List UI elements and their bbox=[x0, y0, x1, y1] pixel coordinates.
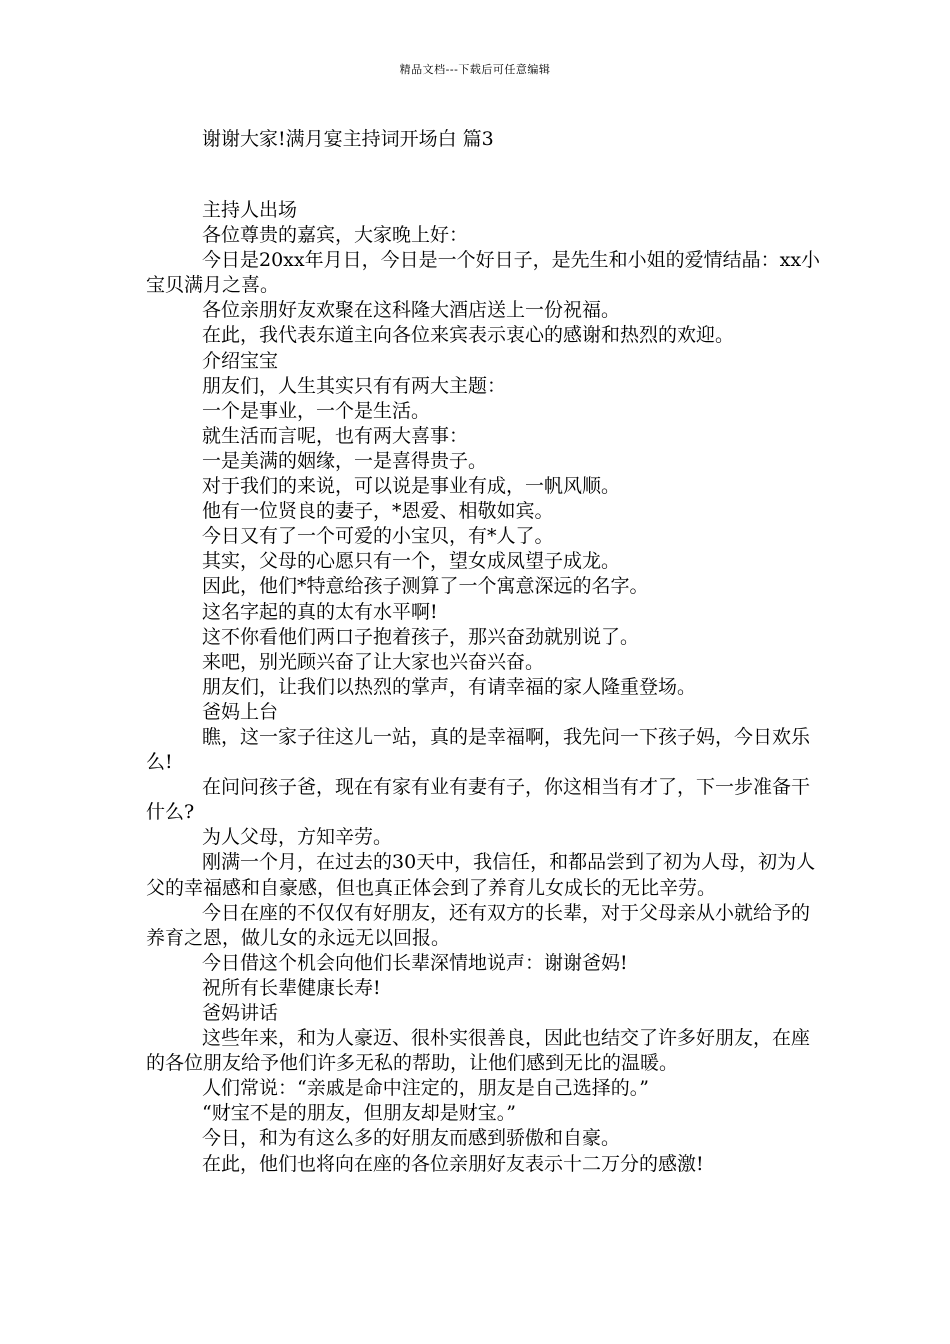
paragraph: 今日借这个机会向他们长辈深情地说声：谢谢爸妈! bbox=[202, 951, 628, 974]
paragraph: 他有一位贤良的妻子，*恩爱、相敬如宾。 bbox=[202, 500, 554, 523]
paragraph: 今日又有了一个可爱的小宝贝，有*人了。 bbox=[202, 525, 554, 548]
paragraph: 一是美满的姻缘，一是喜得贵子。 bbox=[202, 449, 488, 472]
paragraph: 在问问孩子爸，现在有家有业有妻有子，你这相当有才了，下一步准备干什么? bbox=[146, 776, 811, 824]
paragraph: 在此，我代表东道主向各位来宾表示衷心的感谢和热烈的欢迎。 bbox=[202, 324, 735, 347]
paragraph: “财宝不是的朋友，但朋友却是财宝。” bbox=[202, 1102, 516, 1125]
paragraph: 这些年来，和为人豪迈、很朴实很善良，因此也结交了许多好朋友，在座的各位朋友给予他们许多无私的帮助，让他们感到无比的温暖。 bbox=[146, 1027, 811, 1075]
paragraph: 对于我们的来说，可以说是事业有成，一帆风顺。 bbox=[202, 475, 621, 498]
paragraph: 刚满一个月，在过去的30天中，我信任，和都品尝到了初为人母，初为人父的幸福感和自豪感，但也真正体会到了养育儿女成长的无比辛劳。 bbox=[146, 851, 816, 899]
paragraph: 这名字起的真的太有水平啊! bbox=[202, 600, 438, 623]
paragraph: 朋友们，让我们以热烈的掌声，有请幸福的家人隆重登场。 bbox=[202, 675, 697, 698]
paragraph: 今日是20xx年月日，今日是一个好日子，是先生和小姐的爱情结晶：xx小宝贝满月之喜。 bbox=[146, 249, 821, 297]
paragraph: 一个是事业，一个是生活。 bbox=[202, 399, 431, 422]
paragraph: 瞧，这一家子往这儿一站，真的是幸福啊，我先问一下孩子妈，今日欢乐么! bbox=[146, 725, 811, 774]
page-header: 精品文档---下载后可任意编辑 bbox=[399, 63, 551, 76]
paragraph: 其实，父母的心愿只有一个，望女成凤望子成龙。 bbox=[202, 550, 621, 573]
document-body bbox=[146, 198, 826, 1177]
paragraph: 朋友们，人生其实只有有两大主题： bbox=[202, 374, 507, 397]
paragraph: 这不你看他们两口子抱着孩子，那兴奋劲就别说了。 bbox=[202, 625, 640, 648]
paragraph: 今日在座的不仅仅有好朋友，还有双方的长辈，对于父母亲从小就给予的养育之恩，做儿女的永远无以回报。 bbox=[146, 901, 811, 949]
paragraph: 就生活而言呢，也有两大喜事： bbox=[202, 424, 469, 447]
paragraph: 因此，他们*特意给孩子测算了一个寓意深远的名字。 bbox=[202, 575, 649, 598]
paragraph: 为人父母，方知辛劳。 bbox=[202, 826, 393, 849]
paragraph: 各位亲朋好友欢聚在这科隆大酒店送上一份祝福。 bbox=[202, 299, 621, 322]
section-heading: 爸妈讲话 bbox=[202, 1002, 279, 1024]
paragraph: 主持人出场 bbox=[202, 199, 298, 221]
paragraph: 在此，他们也将向在座的各位亲朋好友表示十二万分的感激! bbox=[202, 1152, 704, 1175]
section-heading: 爸妈上台 bbox=[202, 700, 279, 723]
section-heading: 介绍宝宝 bbox=[202, 349, 279, 372]
paragraph: 各位尊贵的嘉宾，大家晚上好： bbox=[202, 224, 469, 247]
paragraph: 人们常说：“亲戚是命中注定的，朋友是自己选择的。” bbox=[202, 1077, 649, 1100]
paragraph: 来吧，别光顾兴奋了让大家也兴奋兴奋。 bbox=[202, 650, 545, 673]
paragraph: 祝所有长辈健康长寿! bbox=[202, 976, 381, 999]
document-title: 谢谢大家!满月宴主持词开场白 篇3 bbox=[202, 128, 494, 150]
paragraph: 今日，和为有这么多的好朋友而感到骄傲和自豪。 bbox=[202, 1127, 621, 1150]
